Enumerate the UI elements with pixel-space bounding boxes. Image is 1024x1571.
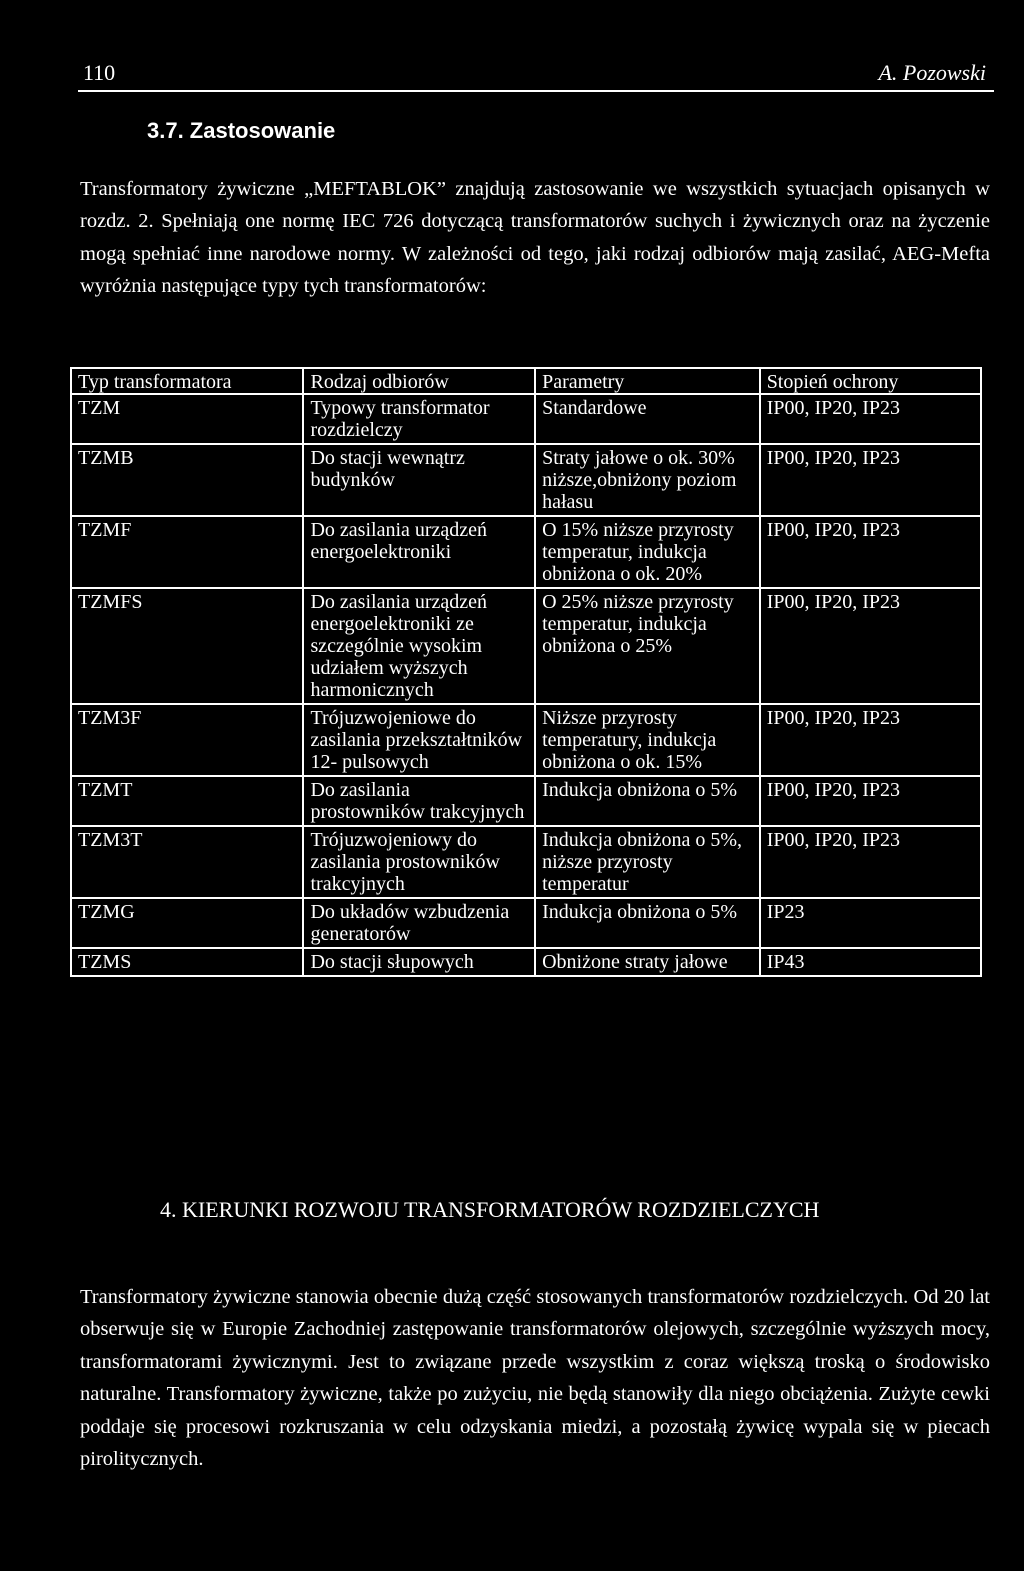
cell-type: TZMT	[71, 776, 303, 826]
cell-load: Do zasilania urządzeń energoelektroniki ze szczególnie wysokim udziałem wyższych harmonicznych	[303, 588, 535, 704]
cell-params: Indukcja obniżona o 5%	[535, 898, 760, 948]
chapter-paragraph-text: Transformatory żywiczne stanowia obecnie dużą część stosowanych transformatorów rozdzielczych. Od 20 lat obserwuje się w Europie Zachodniej zastępowanie transformatorów olejowych, szczególnie wyższych mocy, transformatorami żywicznymi. Jest to związane przede wszystkim z coraz większą troską o środowisko naturalne. Transformatory żywiczne, także po zużyciu, nie będą stanowiły dla niego obciążenia. Zużyte cewki poddaje się procesowi rozkruszania w celu odzyskania miedzi, a pozostałą żywicę wypala się w piecach pirolitycznych.	[80, 1286, 990, 1471]
cell-protection: IP23	[760, 898, 981, 948]
table-row	[71, 394, 981, 444]
table-row	[71, 588, 981, 704]
table-row	[71, 516, 981, 588]
cell-protection: IP00, IP20, IP23	[760, 776, 981, 826]
transformer-types-table	[70, 367, 982, 977]
cell-params: Standardowe	[535, 394, 760, 444]
cell-params: O 15% niższe przyrosty temperatur, indukcja obniżona o ok. 20%	[535, 516, 760, 588]
cell-load: Trójuzwojeniowy do zasilania prostowników trakcyjnych	[303, 826, 535, 898]
cell-protection: IP00, IP20, IP23	[760, 826, 981, 898]
cell-params: Indukcja obniżona o 5%	[535, 776, 760, 826]
cell-load: Trójuzwojeniowe do zasilania przekształtników 12- pulsowych	[303, 704, 535, 776]
cell-type: TZM	[71, 394, 303, 444]
cell-protection: IP00, IP20, IP23	[760, 704, 981, 776]
section-title: 3.7. Zastosowanie	[147, 118, 336, 143]
cell-type: TZMS	[71, 948, 303, 976]
running-author: A. Pozowski	[878, 60, 986, 85]
cell-type: TZMG	[71, 898, 303, 948]
cell-type: TZMB	[71, 444, 303, 516]
cell-params: Indukcja obniżona o 5%, niższe przyrosty temperatur	[535, 826, 760, 898]
table-row	[71, 704, 981, 776]
column-header-protection: Stopień ochrony	[760, 368, 981, 394]
table-row	[71, 444, 981, 516]
cell-load: Do układów wzbudzenia generatorów	[303, 898, 535, 948]
cell-load: Do stacji słupowych	[303, 948, 535, 976]
section-paragraph	[80, 173, 990, 303]
cell-params: O 25% niższe przyrosty temperatur, indukcja obniżona o 25%	[535, 588, 760, 704]
cell-protection: IP00, IP20, IP23	[760, 444, 981, 516]
table-row	[71, 948, 981, 976]
cell-load: Do stacji wewnątrz budynków	[303, 444, 535, 516]
page-number: 110	[83, 60, 116, 85]
cell-protection: IP00, IP20, IP23	[760, 516, 981, 588]
column-header-params: Parametry	[535, 368, 760, 394]
cell-type: TZMFS	[71, 588, 303, 704]
column-header-load: Rodzaj odbiorów	[303, 368, 535, 394]
table-row	[71, 826, 981, 898]
section-paragraph-text: Transformatory żywiczne „MEFTABLOK” znajdują zastosowanie we wszystkich sytuacjach opisanych w rozdz. 2. Spełniają one normę IEC 726 dotyczącą transformatorów suchych i żywicznych oraz na życzenie mogą spełniać inne narodowe normy. W zależności od tego, jaki rodzaj odbiorów mają zasilać, AEG-Mefta wyróżnia następujące typy tych transformatorów:	[80, 178, 990, 298]
cell-type: TZM3F	[71, 704, 303, 776]
cell-params: Niższe przyrosty temperatury, indukcja obniżona o ok. 15%	[535, 704, 760, 776]
cell-protection: IP00, IP20, IP23	[760, 588, 981, 704]
cell-type: TZM3T	[71, 826, 303, 898]
chapter-title: 4. KIERUNKI ROZWOJU TRANSFORMATORÓW ROZDZIELCZYCH	[160, 1197, 820, 1222]
cell-params: Obniżone straty jałowe	[535, 948, 760, 976]
table-row	[71, 898, 981, 948]
table-header-row	[71, 368, 981, 394]
cell-protection: IP43	[760, 948, 981, 976]
cell-load: Do zasilania prostowników trakcyjnych	[303, 776, 535, 826]
cell-type: TZMF	[71, 516, 303, 588]
header-rule	[78, 90, 994, 92]
chapter-paragraph	[80, 1281, 990, 1475]
column-header-type: Typ transformatora	[71, 368, 303, 394]
cell-load: Typowy transformator rozdzielczy	[303, 394, 535, 444]
cell-params: Straty jałowe o ok. 30% niższe,obniżony poziom hałasu	[535, 444, 760, 516]
table-row	[71, 776, 981, 826]
cell-load: Do zasilania urządzeń energoelektroniki	[303, 516, 535, 588]
cell-protection: IP00, IP20, IP23	[760, 394, 981, 444]
